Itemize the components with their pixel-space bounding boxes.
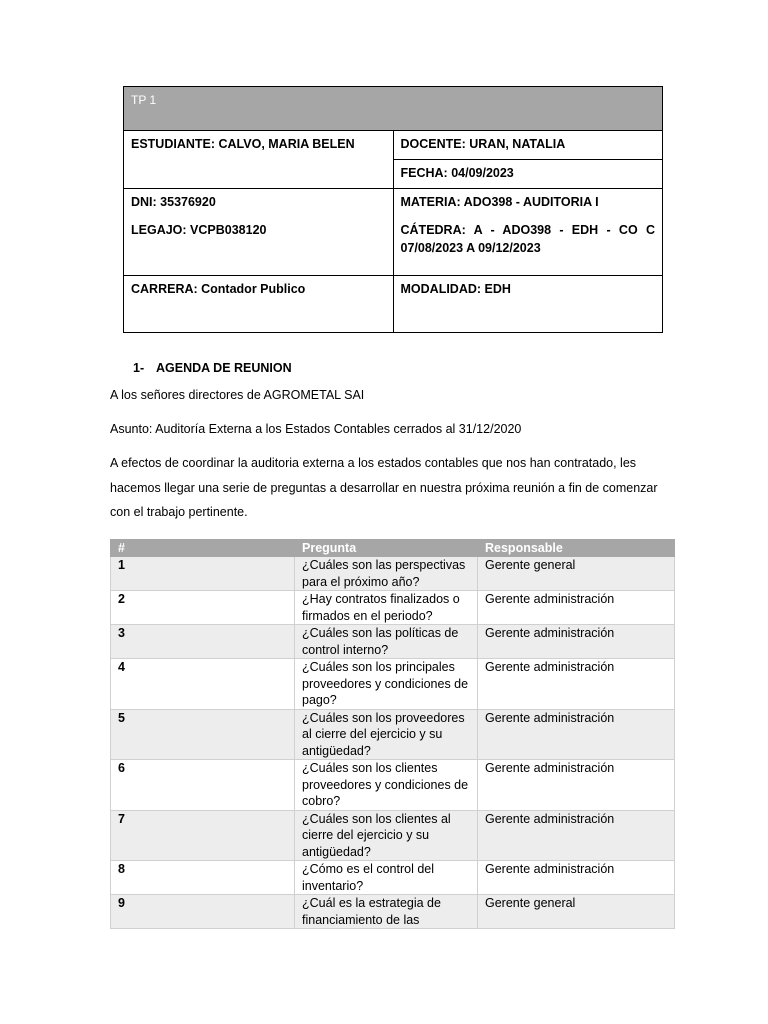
row-question: ¿Cuáles son los clientes al cierre del ejercicio y su antigüedad? xyxy=(295,810,478,861)
questions-header-row xyxy=(111,540,675,557)
table-row xyxy=(111,557,675,591)
student-cell: ESTUDIANTE: CALVO, MARIA BELEN xyxy=(124,131,394,189)
questions-table xyxy=(110,539,675,929)
table-row xyxy=(111,709,675,760)
row-number: 5 xyxy=(111,709,295,760)
row-number: 9 xyxy=(111,895,295,929)
row-number: 8 xyxy=(111,861,295,895)
header-info-table xyxy=(123,86,663,333)
row-number: 3 xyxy=(111,625,295,659)
row-question: ¿Cuáles son las políticas de control interno? xyxy=(295,625,478,659)
modality-cell: MODALIDAD: EDH xyxy=(393,276,663,333)
row-number: 2 xyxy=(111,591,295,625)
header-number: # xyxy=(111,540,295,557)
catedra-text: CÁTEDRA: A - ADO398 - EDH - CO C 07/08/2023 A 09/12/2023 xyxy=(400,223,655,255)
date-cell: FECHA: 04/09/2023 xyxy=(393,160,663,189)
row-owner: Gerente general xyxy=(478,895,675,929)
section-heading xyxy=(133,361,292,375)
row-question: ¿Hay contratos finalizados o firmados en el periodo? xyxy=(295,591,478,625)
table-row xyxy=(111,591,675,625)
row-owner: Gerente administración xyxy=(478,659,675,710)
dni-text: DNI: 35376920 xyxy=(131,195,216,209)
table-row xyxy=(111,760,675,811)
row-owner: Gerente administración xyxy=(478,810,675,861)
row-number: 7 xyxy=(111,810,295,861)
row-owner: Gerente administración xyxy=(478,861,675,895)
table-row xyxy=(111,625,675,659)
row-question: ¿Cuáles son los proveedores al cierre del ejercicio y su antigüedad? xyxy=(295,709,478,760)
row-question: ¿Cuáles son los clientes proveedores y condiciones de cobro? xyxy=(295,760,478,811)
addressee-paragraph: A los señores directores de AGROMETAL SAI xyxy=(110,388,365,402)
row-owner: Gerente administración xyxy=(478,760,675,811)
id-cell xyxy=(124,189,394,276)
teacher-cell: DOCENTE: URAN, NATALIA xyxy=(393,131,663,160)
materia-text: MATERIA: ADO398 - AUDITORIA I xyxy=(400,195,599,209)
subject-cell xyxy=(393,189,663,276)
row-owner: Gerente general xyxy=(478,557,675,591)
row-question: ¿Cuál es la estrategia de financiamiento de las xyxy=(295,895,478,929)
body-paragraph: A efectos de coordinar la auditoria externa a los estados contables que nos han contratado, les hacemos llegar una serie de preguntas a desarrollar en nuestra próxima reunión a fin de comenzar con el trabajo pertinente. xyxy=(110,456,658,519)
row-owner: Gerente administración xyxy=(478,591,675,625)
row-owner: Gerente administración xyxy=(478,709,675,760)
table-row xyxy=(111,861,675,895)
header-owner: Responsable xyxy=(478,540,675,557)
row-number: 1 xyxy=(111,557,295,591)
row-question: ¿Cuáles son los principales proveedores y condiciones de pago? xyxy=(295,659,478,710)
table-row xyxy=(111,810,675,861)
section-title: AGENDA DE REUNION xyxy=(156,361,292,375)
assignment-title: TP 1 xyxy=(124,87,663,131)
table-row xyxy=(111,895,675,929)
career-cell: CARRERA: Contador Publico xyxy=(124,276,394,333)
section-number: 1- xyxy=(133,361,145,375)
header-question: Pregunta xyxy=(295,540,478,557)
row-question: ¿Cuáles son las perspectivas para el próximo año? xyxy=(295,557,478,591)
table-row xyxy=(111,659,675,710)
row-number: 4 xyxy=(111,659,295,710)
row-owner: Gerente administración xyxy=(478,625,675,659)
row-question: ¿Cómo es el control del inventario? xyxy=(295,861,478,895)
row-number: 6 xyxy=(111,760,295,811)
subject-paragraph: Asunto: Auditoría Externa a los Estados Contables cerrados al 31/12/2020 xyxy=(110,422,522,436)
legajo-text: LEGAJO: VCPB038120 xyxy=(131,223,267,237)
